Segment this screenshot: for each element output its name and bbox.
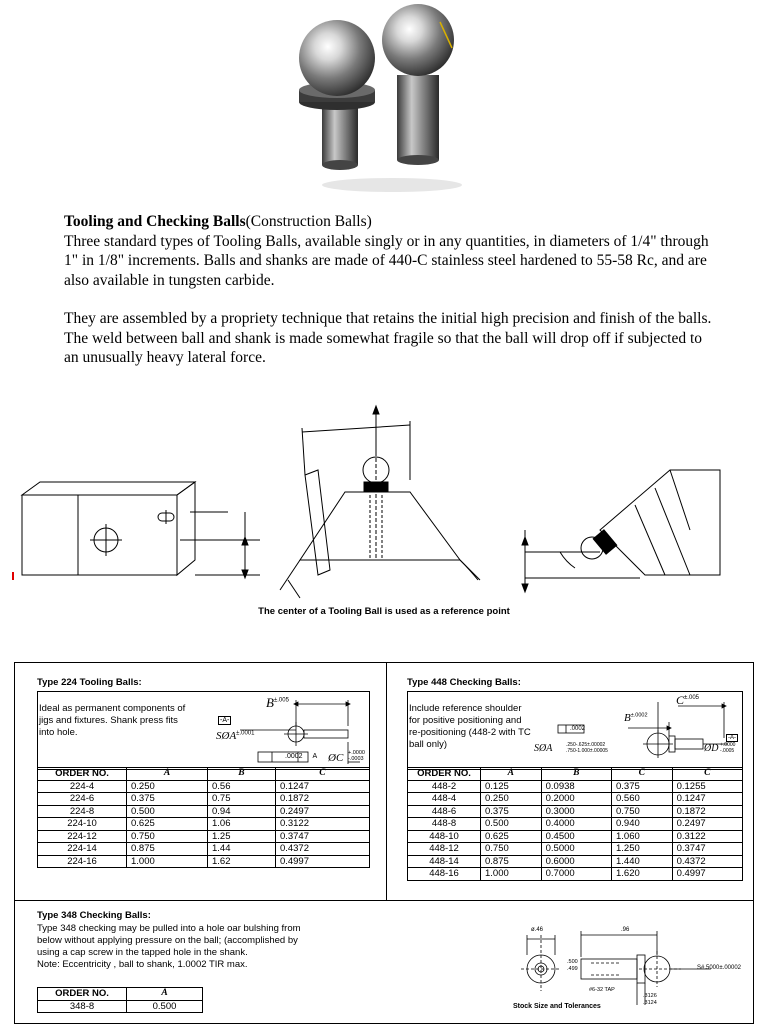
table-cell: 0.3747 [672,843,742,856]
type-448-label-sa: SØA [534,743,553,754]
table-row [408,830,743,843]
table-cell: 1.250 [611,843,672,856]
table-header: C [275,768,369,781]
table-cell: 0.0938 [541,780,611,793]
type-348-dim-96: .96 [621,927,630,933]
table-cell: 0.125 [481,780,542,793]
table-header: ORDER NO. [38,768,127,781]
type-448-label-a-tol: .250-.625±.00002 .750-1.000±.00005 [566,742,608,754]
table-cell: 0.500 [127,805,208,818]
table-cell: 0.2497 [672,818,742,831]
description-line: below without applying pressure on the ball; (accomplished by [37,935,298,946]
table-cell: 448-8 [408,818,481,831]
intro-paragraph-2: They are assembled by a propriety technique that retains the initial high precision and finish of the balls. The weld between ball and shank is made somewhat fragile so that the ball will drop off if subjected to an unusually heavy lateral force. [64,310,712,366]
table-cell: 224-10 [38,818,127,831]
type-224-description: Ideal as permanent components of jigs and fixtures. Shank press fits into hole. [39,703,186,738]
table-cell: 448-14 [408,855,481,868]
table-row [408,818,743,831]
type-448-label-a-ref: -A- [728,735,736,741]
table-cell: 224-14 [38,843,127,856]
table-header: ORDER NO. [408,768,481,781]
type-348-description [37,923,337,971]
type-224-frame: .0002 A [285,753,318,760]
type-448-description: Include reference shoulder for positive positioning and re-positioning (448-2 with TC ball only) [409,703,531,750]
angled-block-drawing [522,470,720,592]
table-row [38,1000,203,1013]
type-448-spec-box [407,691,743,770]
table-cell: 0.7000 [541,868,611,881]
table-cell: 0.1247 [672,793,742,806]
intro-title-suffix: (Construction Balls) [245,213,372,230]
table-header: ORDER NO. [38,988,127,1001]
type-348-drawing-caption: Stock Size and Tolerances [513,1003,601,1010]
type-448-label-d: ØD [704,743,719,754]
table-row [408,805,743,818]
table-cell: 0.750 [481,843,542,856]
intro-paragraph-1: Three standard types of Tooling Balls, available singly or in any quantities, in diameters of 1/4" through 1" in 1/8" increments. Balls and shanks are made of 440-C stainless steel hardened to 55-58 Rc, and are also available in tungsten carbide. [64,232,709,289]
table-cell: 0.1255 [672,780,742,793]
table-row [38,805,370,818]
table-row [38,855,370,868]
table-row [408,868,743,881]
table-cell: 1.060 [611,830,672,843]
table-cell: 1.000 [481,868,542,881]
type-224-label-c: ØC [328,752,344,764]
type-224-spec-box [37,691,370,770]
table-cell: 448-12 [408,843,481,856]
table-cell: 0.4997 [275,855,369,868]
type-224-panel [14,662,388,902]
table-cell: 0.750 [127,830,208,843]
type-348-table [37,987,203,1013]
type-224-title: Type 224 Tooling Balls: [37,677,142,688]
table-cell: 0.5000 [541,843,611,856]
table-header: C [672,768,742,781]
type-224-label-b: $B^{\pm.005}$ [266,695,289,710]
table-cell: 0.750 [611,805,672,818]
table-header: B [541,768,611,781]
table-cell: 0.875 [481,855,542,868]
diagram-caption: The center of a Tooling Ball is used as a reference point [258,606,510,617]
table-row [408,843,743,856]
table-cell: 1.44 [208,843,276,856]
table-cell: 1.620 [611,868,672,881]
table-cell: 0.625 [481,830,542,843]
description-line: Note: Eccentricity , ball to shank, 1.0002 TIR max. [37,959,248,970]
tapered-block-drawing [280,406,480,598]
table-row [38,793,370,806]
intro-title: Tooling and Checking Balls [64,213,246,230]
table-cell: 224-12 [38,830,127,843]
type-348-dim-3126: .3126 [643,993,657,999]
type-224-table [37,767,370,868]
table-row [38,780,370,793]
table-cell: 0.94 [208,805,276,818]
table-cell: 0.625 [127,818,208,831]
table-cell: 0.75 [208,793,276,806]
table-cell: 0.3122 [672,830,742,843]
table-cell: 0.2497 [275,805,369,818]
type-448-label-d-tol: +.0000 -.0005 [720,742,736,754]
table-cell: 0.500 [127,1000,203,1013]
table-header: B [208,768,276,781]
table-cell: 0.500 [481,818,542,831]
type-448-frame: .0002 [570,726,586,732]
table-cell: 0.4372 [672,855,742,868]
type-348-dim-tap: #6-32 TAP [589,987,615,993]
table-cell: 224-6 [38,793,127,806]
table-cell: 0.3122 [275,818,369,831]
table-cell: 448-10 [408,830,481,843]
table-cell: 0.4500 [541,830,611,843]
table-row [408,780,743,793]
table-cell: 224-4 [38,780,127,793]
table-cell: 0.375 [611,780,672,793]
table-row [38,830,370,843]
type-448-drawing [528,692,740,768]
table-cell: 0.875 [127,843,208,856]
table-cell: 224-8 [38,805,127,818]
type-348-dim-3124: .3124 [643,1000,657,1006]
table-cell: 0.4997 [672,868,742,881]
table-cell: 448-4 [408,793,481,806]
type-348-dim-ball: S#.5000±.00002 [697,965,741,971]
description-line: Type 348 checking may be pulled into a hole oar bulshing from [37,923,301,934]
intro-heading [64,212,714,232]
table-header: A [481,768,542,781]
type-224-label-a-ref: -A- [220,717,230,724]
table-cell: 1.440 [611,855,672,868]
type-448-table [407,767,743,881]
type-224-label-sa: $SØA^{\pm.0001}$ [216,730,255,742]
table-cell: 448-6 [408,805,481,818]
type-224-label-c-tol: +.0000 -.0003 [348,750,365,762]
type-348-panel [14,900,754,1024]
type-348-title: Type 348 Checking Balls: [37,910,151,921]
intro-text [64,212,714,368]
type-448-label-c: $C^{\pm.005}$ [676,693,699,707]
table-cell: 0.1247 [275,780,369,793]
table-cell: 0.4000 [541,818,611,831]
type-348-dim-499: .499 [567,966,578,972]
type-348-dim-500: .500 [567,959,578,965]
type-448-label-b: $B^{\pm.0002}$ [624,712,648,724]
table-cell: 0.1872 [275,793,369,806]
table-cell: 448-16 [408,868,481,881]
table-cell: 1.25 [208,830,276,843]
table-row [408,855,743,868]
tooling-balls-photo [282,0,472,195]
table-cell: 0.375 [127,793,208,806]
table-cell: 348-8 [38,1000,127,1013]
table-cell: 1.06 [208,818,276,831]
margin-mark [12,572,14,580]
table-header: C [611,768,672,781]
table-cell: 0.56 [208,780,276,793]
table-cell: 0.250 [481,793,542,806]
table-cell: 448-2 [408,780,481,793]
table-cell: 224-16 [38,855,127,868]
table-header: A [127,988,203,1001]
table-cell: 0.3747 [275,830,369,843]
table-cell: 0.940 [611,818,672,831]
table-cell: 0.4372 [275,843,369,856]
table-cell: 0.375 [481,805,542,818]
table-cell: 0.250 [127,780,208,793]
table-cell: 0.560 [611,793,672,806]
type-448-panel [386,662,754,902]
table-header: A [127,768,208,781]
table-cell: 0.6000 [541,855,611,868]
table-cell: 0.3000 [541,805,611,818]
table-cell: 0.2000 [541,793,611,806]
type-448-title: Type 448 Checking Balls: [407,677,521,688]
table-cell: 1.62 [208,855,276,868]
table-row [38,818,370,831]
type-348-dim-46: ø.46 [531,927,544,933]
table-row [408,793,743,806]
description-line: using a cap screw in the tapped hole in the shank. [37,947,248,958]
reference-point-diagram [0,398,768,628]
table-cell: 0.1872 [672,805,742,818]
table-cell: 1.000 [127,855,208,868]
fixture-block-drawing [22,482,260,578]
table-row [38,843,370,856]
